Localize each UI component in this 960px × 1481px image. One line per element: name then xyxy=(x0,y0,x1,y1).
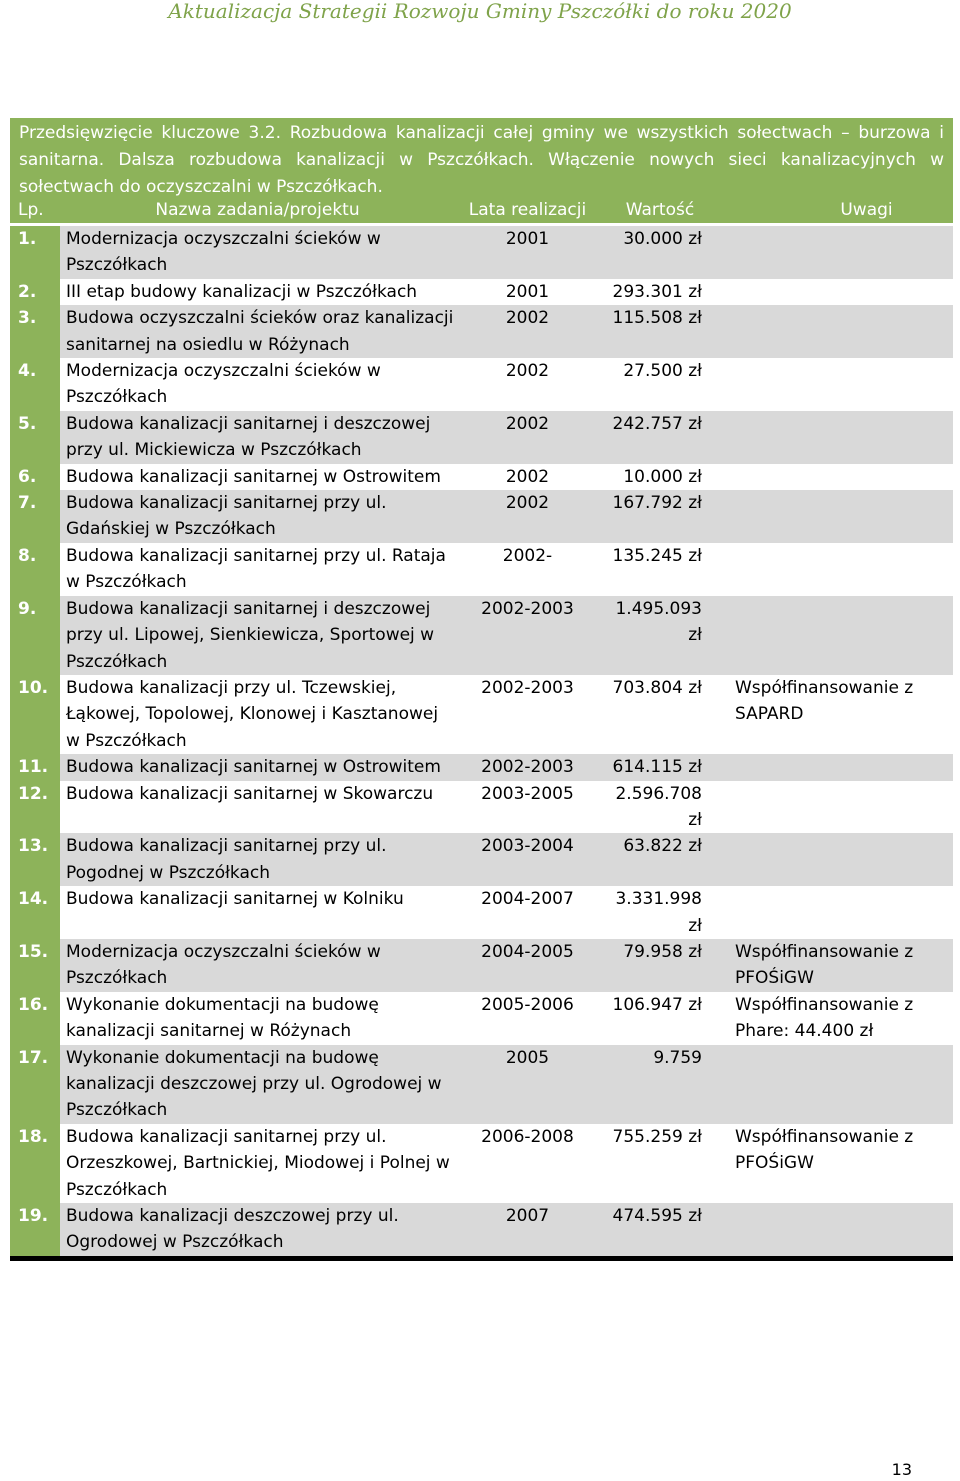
cell-name: Budowa kanalizacji sanitarnej i deszczowej przy ul. Lipowej, Sienkiewicza, Sportowej w Pszczółkach xyxy=(66,598,435,672)
cell-value: 2.596.708 zł xyxy=(615,783,702,830)
table-header-row xyxy=(10,196,953,226)
cell-value: 10.000 zł xyxy=(623,466,702,487)
cell-name: Modernizacja oczyszczalni ścieków w Pszczółkach xyxy=(66,941,381,989)
table-row xyxy=(10,1045,953,1124)
cell-name: Budowa oczyszczalni ścieków oraz kanalizacji sanitarnej na osiedlu w Różynach xyxy=(66,308,454,355)
cell-value: 1.495.093 zł xyxy=(615,598,702,646)
cell-years: 2003-2005 xyxy=(481,783,574,804)
cell-name: Modernizacja oczyszczalni ścieków w Pszczółkach xyxy=(66,361,381,408)
table-row xyxy=(10,411,953,464)
cell-notes xyxy=(720,754,953,780)
cell-value: 9.759 xyxy=(653,1047,702,1068)
cell-lp: 12. xyxy=(10,781,60,834)
cell-lp: 1. xyxy=(10,226,60,279)
projects-table xyxy=(10,118,953,1261)
column-header-name: Nazwa zadania/projektu xyxy=(155,199,360,220)
cell-value: 167.792 zł xyxy=(612,493,702,514)
cell-value: 242.757 zł xyxy=(612,413,702,434)
cell-name: III etap budowy kanalizacji w Pszczółkach xyxy=(66,281,418,302)
table-row xyxy=(10,543,953,596)
table-row xyxy=(10,833,953,886)
cell-lp: 10. xyxy=(10,675,60,754)
cell-lp: 3. xyxy=(10,305,60,358)
cell-name: Wykonanie dokumentacji na budowę kanalizacji sanitarnej w Różynach xyxy=(66,994,379,1042)
cell-years: 2003-2004 xyxy=(481,836,574,857)
column-header-value: Wartość xyxy=(625,199,695,220)
cell-years: 2004-2005 xyxy=(481,941,574,962)
cell-value: 63.822 zł xyxy=(623,836,702,857)
cell-notes xyxy=(720,464,953,490)
cell-years: 2002-2003 xyxy=(481,598,574,619)
column-header-years: Lata realizacji xyxy=(468,199,587,220)
cell-value: 293.301 zł xyxy=(612,281,702,302)
cell-years: 2001 xyxy=(505,229,550,249)
table-intro-text: Przedsięwzięcie kluczowe 3.2. Rozbudowa kanalizacji całej gminy we wszystkich sołectwach – burzowa i sanitarna. Dalsza rozbudowa kanalizacji w Pszczółkach. Włączenie nowych sieci kanalizacyjnych w sołectwach do oczyszczalni w Pszczółkach. xyxy=(10,118,953,196)
cell-lp: 6. xyxy=(10,464,60,490)
cell-years: 2002 xyxy=(505,466,550,487)
page-number: 13 xyxy=(891,1460,912,1479)
cell-years: 2007 xyxy=(505,1206,550,1227)
cell-years: 2002 xyxy=(505,413,550,434)
cell-value: 474.595 zł xyxy=(612,1206,702,1227)
cell-notes xyxy=(720,781,953,834)
cell-years: 2001 xyxy=(505,281,550,302)
cell-lp: 16. xyxy=(10,992,60,1045)
table-row xyxy=(10,1203,953,1256)
table-row xyxy=(10,992,953,1045)
cell-value: 755.259 zł xyxy=(612,1126,702,1147)
cell-name: Budowa kanalizacji sanitarnej przy ul. Orzeszkowej, Bartnickiej, Miodowej i Polnej w Pszczółkach xyxy=(66,1126,450,1200)
cell-years: 2002- xyxy=(502,545,553,566)
cell-value: 30.000 zł xyxy=(623,229,702,249)
table-row xyxy=(10,781,953,834)
cell-value: 703.804 zł xyxy=(612,677,702,698)
document-header-title: Aktualizacja Strategii Rozwoju Gminy Pszczółki do roku 2020 xyxy=(168,0,792,23)
cell-lp: 7. xyxy=(10,490,60,543)
cell-name: Budowa kanalizacji przy ul. Tczewskiej, Łąkowej, Topolowej, Klonowej i Kasztanowej w Pszczółkach xyxy=(66,677,439,751)
cell-years: 2002 xyxy=(505,361,550,382)
cell-years: 2005-2006 xyxy=(481,994,574,1015)
cell-notes xyxy=(720,1203,953,1256)
cell-notes xyxy=(720,490,953,543)
cell-years: 2002-2003 xyxy=(481,757,574,778)
cell-name: Budowa kanalizacji sanitarnej przy ul. Pogodnej w Pszczółkach xyxy=(66,836,387,883)
cell-lp: 5. xyxy=(10,411,60,464)
cell-notes xyxy=(720,411,953,464)
cell-value: 27.500 zł xyxy=(623,361,702,382)
cell-notes xyxy=(720,358,953,411)
cell-lp: 11. xyxy=(10,754,60,780)
column-header-lp: Lp. xyxy=(18,199,44,220)
cell-years: 2004-2007 xyxy=(481,889,574,910)
cell-lp: 4. xyxy=(10,358,60,411)
cell-notes xyxy=(720,1045,953,1124)
cell-lp: 18. xyxy=(10,1124,60,1203)
cell-notes: Współfinansowanie z PFOŚiGW xyxy=(735,941,914,989)
cell-years: 2002 xyxy=(505,493,550,514)
cell-notes xyxy=(720,833,953,886)
cell-name: Budowa kanalizacji sanitarnej w Ostrowitem xyxy=(66,466,441,487)
table-row xyxy=(10,596,953,675)
table-row xyxy=(10,939,953,992)
cell-lp: 17. xyxy=(10,1045,60,1124)
cell-lp: 14. xyxy=(10,886,60,939)
table-row xyxy=(10,464,953,490)
cell-years: 2002-2003 xyxy=(481,677,574,698)
cell-name: Budowa kanalizacji sanitarnej przy ul. Rataja w Pszczółkach xyxy=(66,545,446,593)
cell-name: Modernizacja oczyszczalni ścieków w Pszczółkach xyxy=(66,229,381,276)
cell-value: 614.115 zł xyxy=(612,757,702,778)
cell-notes: Współfinansowanie z PFOŚiGW xyxy=(735,1126,914,1174)
cell-notes xyxy=(720,596,953,675)
cell-name: Budowa kanalizacji sanitarnej i deszczowej przy ul. Mickiewicza w Pszczółkach xyxy=(66,413,431,461)
cell-value: 3.331.998 zł xyxy=(615,889,702,936)
table-row xyxy=(10,490,953,543)
table-row xyxy=(10,279,953,305)
cell-notes: Współfinansowanie z SAPARD xyxy=(735,677,914,725)
table-row xyxy=(10,226,953,279)
cell-notes: Współfinansowanie z Phare: 44.400 zł xyxy=(735,994,914,1042)
table-row xyxy=(10,675,953,754)
cell-notes xyxy=(720,279,953,305)
table-row xyxy=(10,358,953,411)
cell-name: Budowa kanalizacji sanitarnej w Kolniku xyxy=(66,889,404,910)
cell-notes xyxy=(720,226,953,279)
cell-years: 2002 xyxy=(505,308,550,329)
cell-years: 2006-2008 xyxy=(481,1126,574,1147)
cell-lp: 8. xyxy=(10,543,60,596)
table-row xyxy=(10,305,953,358)
cell-name: Budowa kanalizacji deszczowej przy ul. Ogrodowej w Pszczółkach xyxy=(66,1206,399,1253)
cell-value: 135.245 zł xyxy=(612,545,702,566)
column-header-notes: Uwagi xyxy=(840,199,893,220)
table-bottom-rule xyxy=(10,1256,953,1261)
cell-value: 79.958 zł xyxy=(623,941,702,962)
cell-value: 115.508 zł xyxy=(612,308,702,329)
cell-lp: 19. xyxy=(10,1203,60,1256)
cell-lp: 13. xyxy=(10,833,60,886)
table-row xyxy=(10,754,953,780)
cell-years: 2005 xyxy=(505,1047,550,1068)
cell-notes xyxy=(720,886,953,939)
cell-notes xyxy=(720,543,953,596)
cell-lp: 9. xyxy=(10,596,60,675)
cell-name: Budowa kanalizacji sanitarnej w Skowarczu xyxy=(66,783,434,804)
cell-name: Budowa kanalizacji sanitarnej przy ul. Gdańskiej w Pszczółkach xyxy=(66,493,387,540)
table-body xyxy=(10,226,953,1256)
cell-name: Wykonanie dokumentacji na budowę kanalizacji deszczowej przy ul. Ogrodowej w Pszczółkach xyxy=(66,1047,442,1121)
cell-value: 106.947 zł xyxy=(612,994,702,1015)
cell-name: Budowa kanalizacji sanitarnej w Ostrowitem xyxy=(66,757,441,778)
table-row xyxy=(10,886,953,939)
table-row xyxy=(10,1124,953,1203)
cell-notes xyxy=(720,305,953,358)
cell-lp: 2. xyxy=(10,279,60,305)
cell-lp: 15. xyxy=(10,939,60,992)
